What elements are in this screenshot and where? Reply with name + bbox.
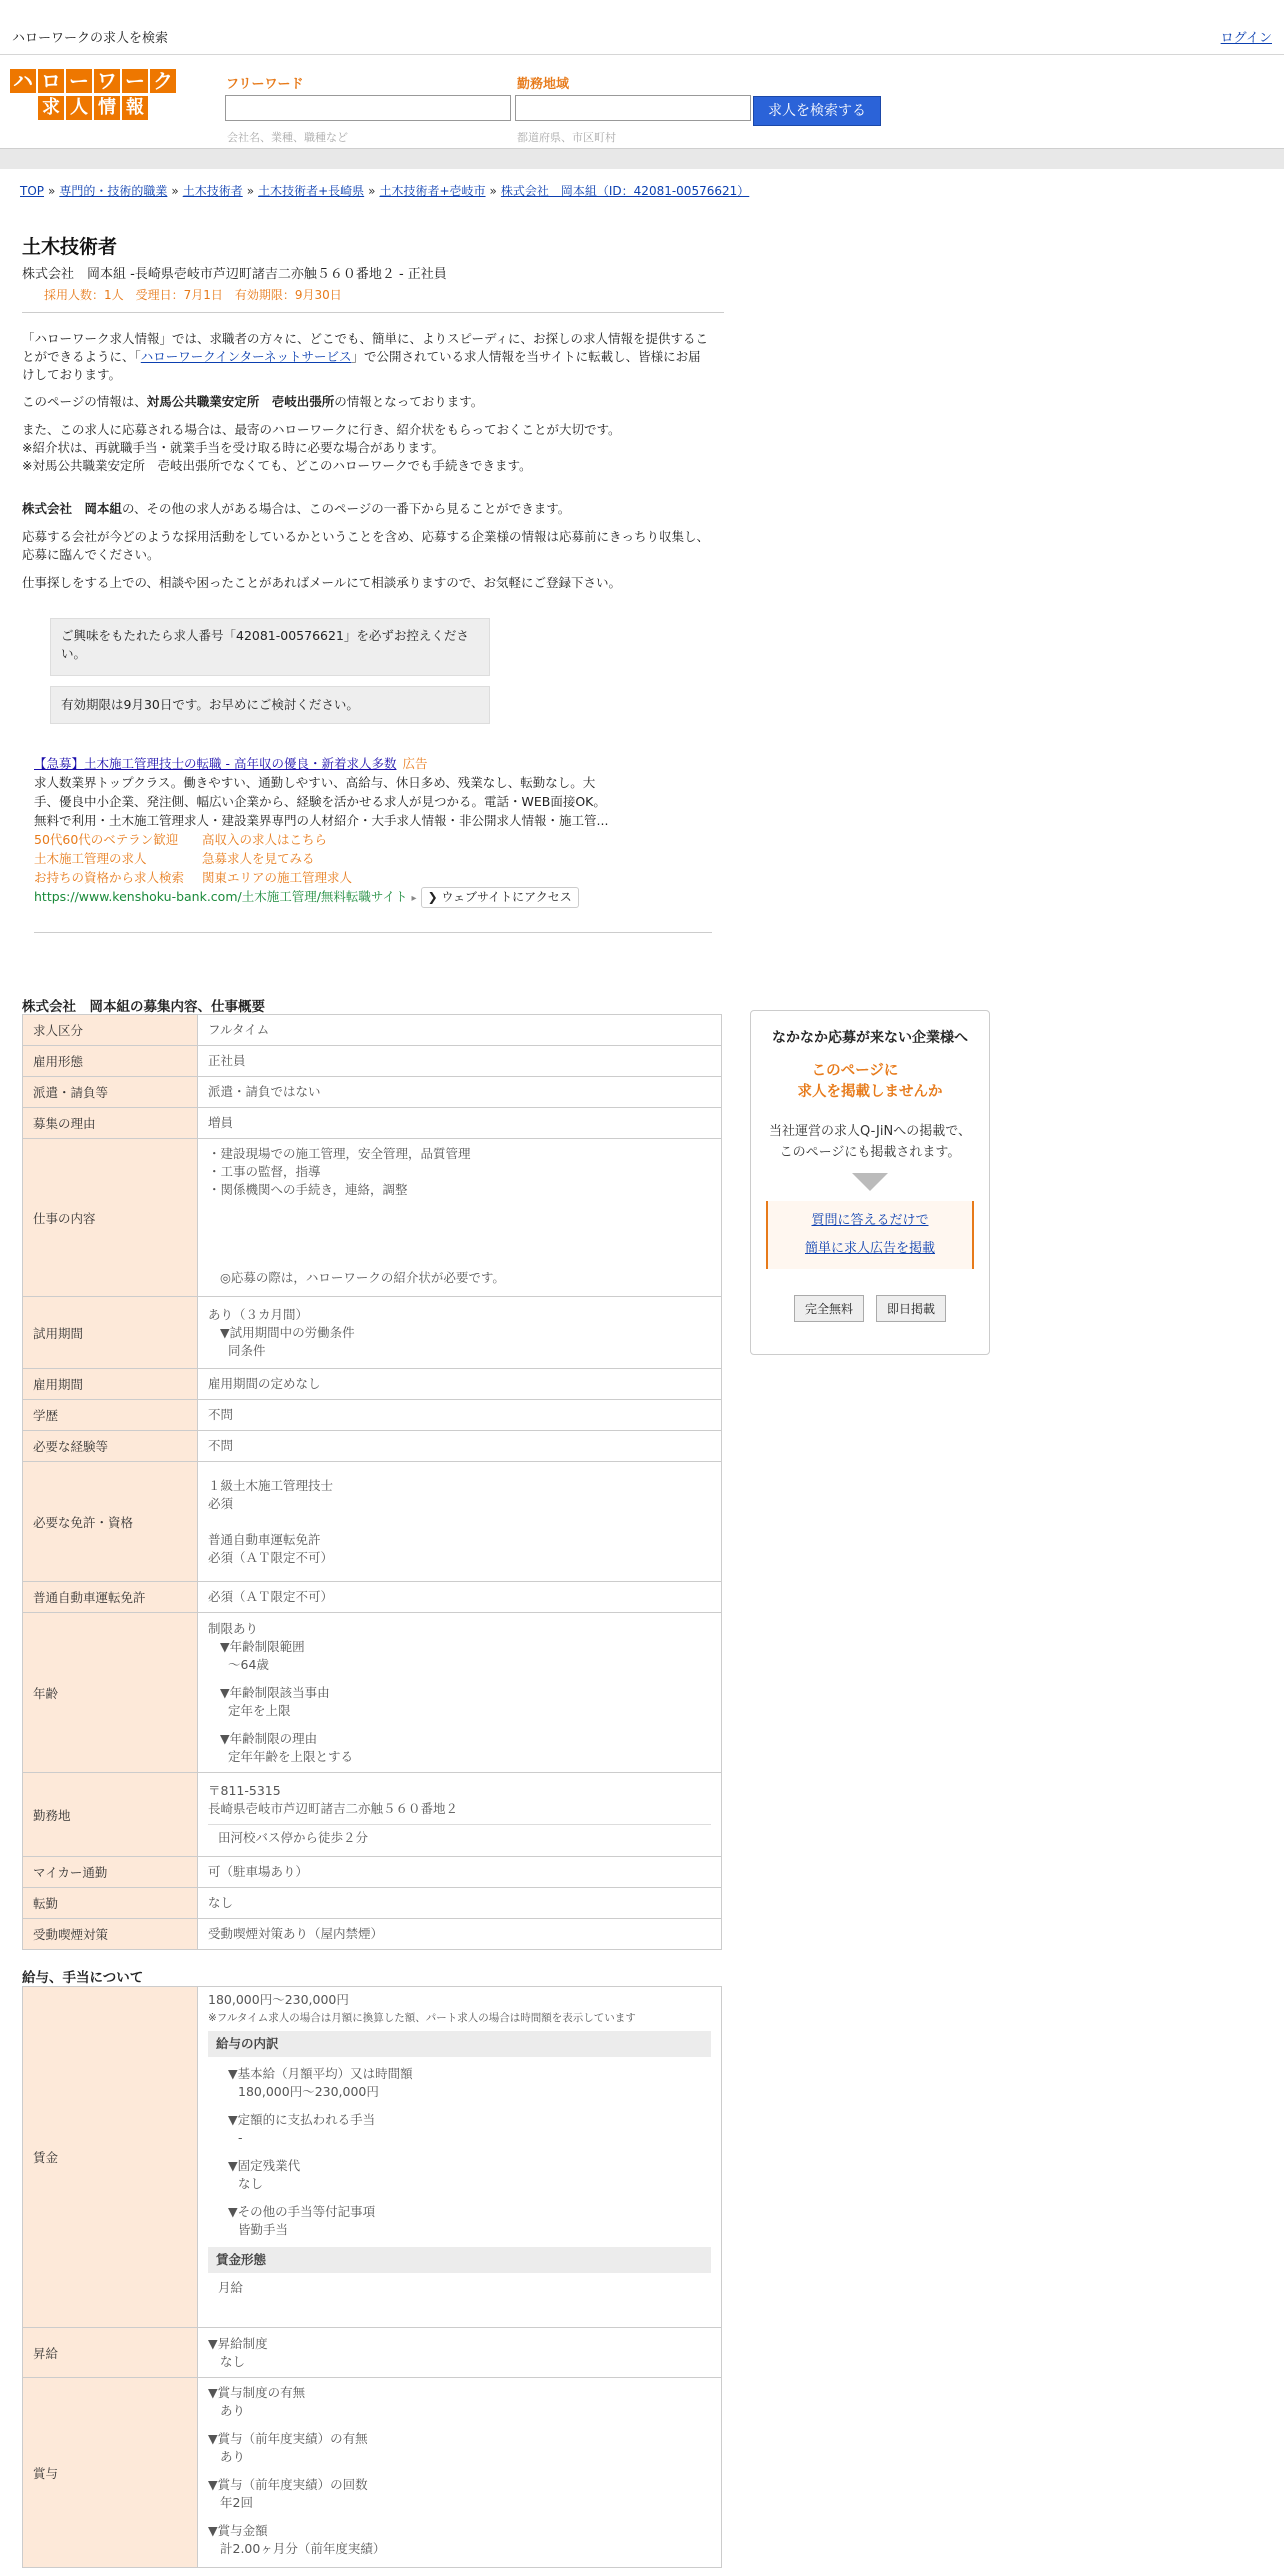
- wage-form-heading: 賃金形態: [208, 2247, 711, 2273]
- row-value: ▼基本給（月額平均）又は時間額: [228, 2066, 413, 2081]
- breadcrumb-separator: »: [246, 184, 255, 198]
- login-link[interactable]: ログイン: [1220, 31, 1272, 46]
- row-label: 必要な免許・資格: [23, 1462, 198, 1582]
- row-label: 学歴: [23, 1400, 198, 1431]
- chevron-right-icon: ❯: [427, 890, 438, 904]
- row-value: 増員: [198, 1108, 722, 1139]
- keyword-hint: 会社名、業種、職種など: [227, 131, 348, 144]
- intro-text: このページの情報は、: [22, 394, 147, 409]
- table-row: [23, 1015, 722, 1046]
- keyword-input[interactable]: [225, 95, 511, 121]
- row-label: 求人区分: [23, 1015, 198, 1046]
- expiry-notice: 有効期限は9月30日です。お早めにご検討ください。: [50, 686, 490, 724]
- salary-range: 180,000円〜230,000円: [208, 1992, 349, 2007]
- row-value: 月給: [218, 2280, 244, 2295]
- row-value: 年2回: [220, 2495, 253, 2510]
- breadcrumb-item[interactable]: 土木技術者: [182, 184, 243, 198]
- company-name: 株式会社 岡本組: [22, 501, 123, 516]
- row-value: ・関係機関への手続き，連絡，調整: [208, 1182, 408, 1197]
- keyword-label: フリーワード: [226, 77, 304, 92]
- row-value: ▼その他の手当等付記事項: [228, 2204, 376, 2219]
- access-info: 田河校バス停から徒歩２分: [208, 1824, 711, 1847]
- ad-text: 無料で利用・土木施工管理求人・建設業界専門の人材紹介・大手求人情報・非公開求人情報・施工管...: [34, 813, 609, 828]
- row-value: 180,000円〜230,000円: [238, 2084, 379, 2099]
- ad-tag: 広告: [402, 756, 428, 771]
- table-row: [23, 1077, 722, 1108]
- logo-char: ハ: [10, 69, 36, 93]
- postal-code: 〒811-5315: [208, 1783, 281, 1798]
- ad-visit-button[interactable]: [421, 887, 579, 908]
- ad-sitelink[interactable]: 高収入の求人はこちら: [202, 832, 328, 847]
- job-number-notice: ご興味をもたれたら求人番号「42081-00576621」を必ずお控えください。: [50, 618, 490, 676]
- ad-visit-label: ウェブサイトにアクセス: [441, 890, 572, 904]
- ad-sitelink[interactable]: 急募求人を見てみる: [202, 851, 315, 866]
- row-label: 試用期間: [23, 1297, 198, 1369]
- area-input[interactable]: [515, 95, 751, 121]
- ad-title-link[interactable]: 【急募】土木施工管理技士の転職 - 高年収の優良・新着求人多数: [34, 756, 397, 771]
- table-row: [23, 1888, 722, 1919]
- salary-note: ※フルタイム求人の場合は月額に換算した額、パート求人の場合は時間額を表示しています: [208, 2012, 636, 2024]
- breadcrumb-separator: »: [489, 184, 497, 198]
- logo-char: 情: [94, 96, 120, 120]
- row-value: 不問: [198, 1400, 722, 1431]
- row-note: ◎応募の際は，ハローワークの紹介状が必要です。: [220, 1270, 505, 1285]
- same-day-button[interactable]: 即日掲載: [876, 1295, 946, 1322]
- job-subtitle: 株式会社 岡本組 -長崎県壱岐市芦辺町諸吉二亦触５６０番地２ - 正社員: [22, 267, 447, 282]
- row-label: 雇用形態: [23, 1046, 198, 1077]
- row-value: 計2.00ヶ月分（前年度実績）: [220, 2541, 386, 2556]
- site-title: ハローワークの求人を検索: [12, 31, 169, 46]
- breadcrumb-item[interactable]: TOP: [20, 184, 45, 198]
- table-row: [23, 1400, 722, 1431]
- ad-text: 求人数業界トップクラス。働きやすい、通勤しやすい、高給与、休日多め、残業なし、転勤なし。大: [34, 775, 596, 790]
- intro-paragraph: [22, 500, 712, 518]
- row-label: マイカー通勤: [23, 1857, 198, 1888]
- table-row: [23, 2328, 722, 2378]
- table-row: [23, 1046, 722, 1077]
- row-value: なし: [220, 2353, 246, 2369]
- side-link[interactable]: 簡単に求人広告を掲載: [804, 1241, 935, 1256]
- breadcrumb-item[interactable]: 土木技術者+長崎県: [258, 184, 365, 198]
- header: [0, 55, 1284, 145]
- intro-text: 「ハローワーク求人情報」では、求職者の方々に、どこでも、簡単に、よりスピーディに、お探しの求人情報を提供することができるように、「: [22, 331, 709, 364]
- ad-block: [34, 754, 714, 908]
- logo[interactable]: [6, 69, 180, 125]
- row-value: 必須: [208, 1495, 234, 1511]
- side-heading: なかなか応募が来ない企業様へ: [772, 1030, 968, 1046]
- area-hint: 都道府県、市区町村: [517, 131, 616, 144]
- table-row: [23, 1857, 722, 1888]
- row-value: 不問: [198, 1431, 722, 1462]
- ad-text: 手、優良中小企業、発注側、幅広い企業から、経験を活かせる求人が見つかる。電話・WEB面接OK。: [34, 794, 606, 809]
- row-label: 派遣・請負等: [23, 1077, 198, 1108]
- row-value: 正社員: [198, 1046, 722, 1077]
- row-label: 仕事の内容: [23, 1139, 198, 1297]
- address: 長崎県壱岐市芦辺町諸吉二亦触５６０番地２: [208, 1801, 459, 1816]
- table-row: [23, 1462, 722, 1582]
- table-row: [23, 1108, 722, 1139]
- search-button[interactable]: 求人を検索する: [753, 96, 881, 126]
- area-label: 勤務地域: [517, 77, 570, 92]
- breakdown-heading: 給与の内訳: [208, 2031, 711, 2057]
- row-label: 賞与: [23, 2378, 198, 2568]
- row-value: あり（３カ月間）: [208, 1306, 309, 1322]
- row-value: 必須（ＡＴ限定不可）: [208, 1549, 334, 1565]
- side-text: このページにも掲載されます。: [779, 1145, 961, 1160]
- office-name: 対馬公共職業安定所 壱岐出張所: [146, 394, 335, 409]
- side-emphasis: このページに: [811, 1063, 899, 1079]
- row-label: 普通自動車運転免許: [23, 1582, 198, 1613]
- table-row: [23, 1582, 722, 1613]
- row-value: 制限あり: [208, 1620, 259, 1636]
- ad-sitelink[interactable]: お持ちの資格から求人検索: [34, 870, 185, 885]
- job-header: [22, 232, 447, 303]
- breadcrumb: [20, 182, 749, 199]
- table-row: [23, 1297, 722, 1369]
- breadcrumb-item[interactable]: 専門的・技術的職業: [59, 184, 168, 198]
- side-emphasis: 求人を掲載しませんか: [797, 1084, 943, 1100]
- side-link[interactable]: 質問に答えるだけで: [811, 1213, 929, 1228]
- row-value: ▼賞与（前年度実績）の有無: [208, 2431, 368, 2446]
- row-value: ▼年齢制限範囲: [220, 1638, 305, 1654]
- row-value: 定年年齢を上限とする: [228, 1748, 354, 1764]
- row-value: なし: [238, 2176, 264, 2191]
- row-value: 皆勤手当: [238, 2222, 289, 2237]
- row-value: ▼年齢制限の理由: [220, 1730, 318, 1746]
- logo-char: ワ: [94, 69, 120, 93]
- employer-ad-box: [750, 1010, 990, 1355]
- breadcrumb-item[interactable]: 土木技術者+壱岐市: [379, 184, 486, 198]
- logo-char: 求: [38, 96, 64, 120]
- row-value: 普通自動車運転免許: [208, 1531, 321, 1547]
- row-value: ▼年齢制限該当事由: [220, 1684, 330, 1700]
- row-value: 〜64歳: [228, 1656, 269, 1672]
- breadcrumb-separator: »: [171, 184, 179, 198]
- job-title: 土木技術者: [22, 236, 118, 258]
- row-value: 同条件: [228, 1342, 266, 1358]
- divider: [34, 932, 712, 933]
- breadcrumb-item[interactable]: 株式会社 岡本組（ID：42081-00576621）: [500, 184, 750, 198]
- breadcrumb-separator: »: [368, 184, 376, 198]
- intro-text: ※紹介状は、再就職手当・就業手当を受け取る時に必要な場合があります。: [22, 440, 444, 455]
- side-text: 当社運営の求人Q-JiNへの掲載で、: [769, 1124, 971, 1139]
- job-detail-table: [22, 1014, 722, 1950]
- row-label: 必要な経験等: [23, 1431, 198, 1462]
- divider: [22, 312, 724, 313]
- ad-url[interactable]: https://www.kenshoku-bank.com/土木施工管理/無料転職サイト: [34, 889, 408, 904]
- intro-paragraph: 応募する会社が今どのような採用活動をしているかということを含め、応募する企業様の情報は応募前にきっちり収集し、応募に臨んでください。: [22, 529, 710, 562]
- row-value: 雇用期間の定めなし: [198, 1369, 722, 1400]
- free-button[interactable]: 完全無料: [794, 1295, 864, 1322]
- row-value: なし: [198, 1888, 722, 1919]
- table-row: [23, 1369, 722, 1400]
- row-value: １級土木施工管理技士: [208, 1477, 334, 1493]
- intro-paragraph: [22, 330, 712, 384]
- intro-paragraph: 仕事探しをする上での、相談や困ったことがあればメールにて相談承りますので、お気軽にご登録下さい。: [22, 575, 622, 590]
- logo-char: 人: [66, 96, 92, 120]
- row-label: 年齢: [23, 1613, 198, 1773]
- intro-text: 」で公開されている求人情報を当サイトに転載し、皆様にお届けしております。: [22, 349, 701, 382]
- intro-text: ※対馬公共職業安定所 壱岐出張所でなくても、どこのハローワークでも手続きできます。: [22, 458, 532, 473]
- logo-char: 報: [122, 96, 148, 120]
- table-row: [23, 1613, 722, 1773]
- logo-char: ク: [150, 69, 176, 93]
- row-value: あり: [220, 2403, 246, 2418]
- row-value: 定年を上限: [228, 1702, 291, 1718]
- row-label: 転勤: [23, 1888, 198, 1919]
- arrow-down-icon: [852, 1173, 888, 1191]
- table-row: [23, 2378, 722, 2568]
- intro-paragraph: [22, 421, 712, 475]
- row-value: フルタイム: [198, 1015, 722, 1046]
- row-value: 派遣・請負ではない: [198, 1077, 722, 1108]
- job-meta: 採用人数：1人 受理日：7月1日 有効期限：9月30日: [44, 288, 342, 302]
- table-row: [23, 1773, 722, 1857]
- table-row: [23, 1987, 722, 2328]
- intro-text: の、その他の求人がある場合は、このページの一番下から見ることができます。: [122, 501, 571, 516]
- row-label: 勤務地: [23, 1773, 198, 1857]
- table-row: [23, 1919, 722, 1950]
- row-label: 受動喫煙対策: [23, 1919, 198, 1950]
- row-value: 可（駐車場あり）: [198, 1857, 722, 1888]
- row-value: ▼昇給制度: [208, 2335, 268, 2351]
- intro-paragraph: [22, 393, 712, 411]
- section-title: 株式会社 岡本組の募集内容、仕事概要: [22, 999, 265, 1015]
- ad-url-arrow-icon: ▸: [411, 893, 417, 904]
- section-title: 給与、手当について: [22, 1970, 144, 1986]
- row-value: -: [238, 2130, 243, 2145]
- row-value: ・工事の監督，指導: [208, 1164, 321, 1179]
- row-value: ▼賞与金額: [208, 2523, 268, 2538]
- row-value: ▼固定残業代: [228, 2158, 301, 2173]
- intro-text: の情報となっております。: [334, 394, 484, 409]
- hellowork-internet-link[interactable]: ハローワークインターネットサービス: [140, 349, 352, 364]
- table-row: [23, 1431, 722, 1462]
- row-value: ・建設現場での施工管理，安全管理，品質管理: [208, 1146, 471, 1161]
- breadcrumb-separator: »: [48, 184, 56, 198]
- header-divider: [0, 148, 1284, 169]
- ad-sitelink[interactable]: 関東エリアの施工管理求人: [202, 870, 353, 885]
- row-label: 募集の理由: [23, 1108, 198, 1139]
- row-value: 必須（ＡＴ限定不可）: [198, 1582, 722, 1613]
- row-value: 受動喫煙対策あり（屋内禁煙）: [198, 1919, 722, 1950]
- logo-char: ー: [122, 69, 148, 93]
- row-label: 昇給: [23, 2328, 198, 2378]
- row-value: ▼試用期間中の労働条件: [220, 1324, 355, 1340]
- row-label: 雇用期間: [23, 1369, 198, 1400]
- ad-sitelink[interactable]: 50代60代のベテラン歓迎: [34, 832, 179, 847]
- row-value: ▼賞与制度の有無: [208, 2385, 306, 2400]
- row-value: あり: [220, 2449, 246, 2464]
- top-bar: [0, 0, 1284, 55]
- logo-char: ー: [66, 69, 92, 93]
- salary-table: [22, 1986, 722, 2568]
- row-value: ▼定額的に支払われる手当: [228, 2112, 376, 2127]
- intro-text: また、この求人に応募される場合は、最寄のハローワークに行き、紹介状をもらっておくことが大切です。: [22, 422, 621, 437]
- table-row: [23, 1139, 722, 1297]
- row-label: 賃金: [23, 1987, 198, 2328]
- ad-sitelink[interactable]: 土木施工管理の求人: [34, 851, 147, 866]
- logo-char: ロ: [38, 69, 64, 93]
- row-value: ▼賞与（前年度実績）の回数: [208, 2477, 368, 2492]
